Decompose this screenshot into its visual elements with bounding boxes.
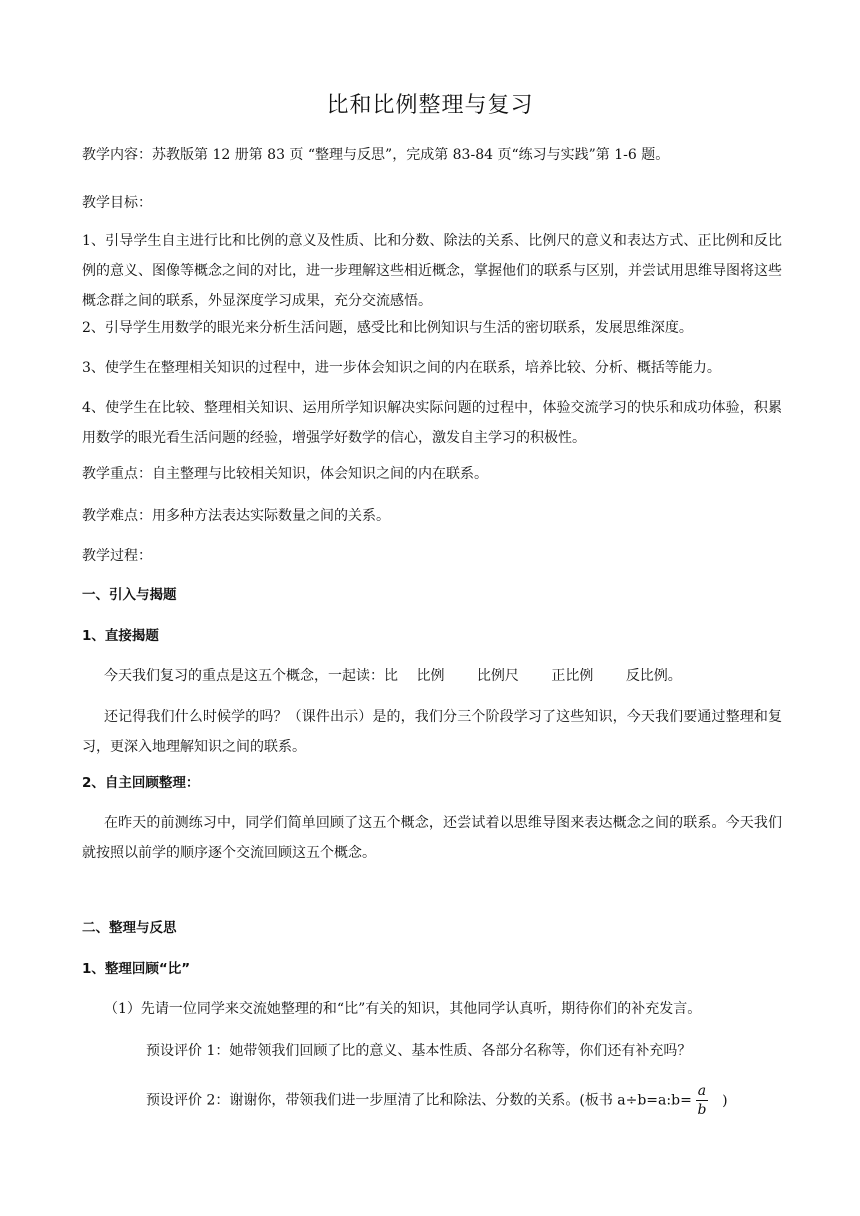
difficult-point: 教学难点：用多种方法表达实际数量之间的关系。 (82, 508, 390, 524)
step-1: （1）先请一位同学来交流她整理的和“比”有关的知识，其他同学认真听，期待你们的补充发言。 (104, 1001, 702, 1017)
concept-inverse-proportion: 反比例。 (625, 668, 682, 684)
objective-2: 2、引导学生用数学的眼光来分析生活问题，感受比和比例知识与生活的密切联系，发展思维深度。 (82, 320, 693, 336)
evaluation-1: 预设评价 1：她带领我们回顾了比的意义、基本性质、各部分名称等，你们还有补充吗？ (146, 1043, 692, 1059)
recall-paragraph: 还记得我们什么时候学的吗？（课件出示）是的，我们分三个阶段学习了这些知识，今天我们要通过整理和复习，更深入地理解知识之间的联系。 (82, 709, 782, 755)
process-heading: 教学过程： (82, 548, 152, 564)
concept-ratio-proportion: 比例 (416, 668, 445, 684)
section-1-2-heading: 2、自主回顾整理： (82, 775, 200, 791)
evaluation-2 (146, 1082, 846, 1119)
fraction-denominator: b (697, 1102, 707, 1118)
evaluation-2-text: 预设评价 2：谢谢你，带领我们进一步厘清了比和除法、分数的关系。(板书 a÷b=a:b= (146, 1092, 692, 1109)
objective-1: 1、引导学生自主进行比和比例的意义及性质、比和分数、除法的关系、比例尺的意义和表达方式、正比例和反比例的意义、图像等概念之间的对比，进一步理解这些相近概念，掌握他们的联系与区别，并尝试用思维导图将这些概念群之间的联系，外显深度学习成果，充分交流感悟。 (82, 233, 782, 309)
evaluation-2-close: ) (722, 1092, 728, 1109)
objective-3: 3、使学生在整理相关知识的过程中，进一步体会知识之间的内在联系，培养比较、分析、概括等能力。 (82, 360, 721, 376)
section-1-heading: 一、引入与揭题 (82, 587, 177, 603)
concepts-line (82, 661, 804, 691)
concepts-intro: 今天我们复习的重点是这五个概念，一起读：比 (104, 668, 398, 684)
pretest-paragraph: 在昨天的前测练习中，同学们简单回顾了这五个概念，还尝试着以思维导图来表达概念之间的联系。今天我们就按照以前学的顺序逐个交流回顾这五个概念。 (82, 815, 782, 861)
document-title: 比和比例整理与复习 (326, 93, 534, 118)
fraction-numerator: a (697, 1083, 707, 1099)
fraction-a-over-b (696, 1082, 708, 1119)
section-2-heading: 二、整理与反思 (82, 920, 177, 936)
section-2-1-heading: 1、整理回顾“比” (82, 961, 191, 977)
objectives-heading: 教学目标： (82, 195, 152, 211)
section-1-1-heading: 1、直接揭题 (82, 628, 159, 644)
concept-scale: 比例尺 (476, 668, 519, 684)
teaching-content: 教学内容：苏教版第 12 册第 83 页 “整理与反思”，完成第 83-84 页“练习与实践”第 1-6 题。 (82, 147, 670, 163)
concept-direct-proportion: 正比例 (551, 668, 594, 684)
objective-4: 4、使学生在比较、整理相关知识、运用所学知识解决实际问题的过程中，体验交流学习的快乐和成功体验，积累用数学的眼光看生活问题的经验，增强学好数学的信心，激发自主学习的积极性。 (82, 400, 782, 446)
key-point: 教学重点：自主整理与比较相关知识，体会知识之间的内在联系。 (82, 466, 488, 482)
